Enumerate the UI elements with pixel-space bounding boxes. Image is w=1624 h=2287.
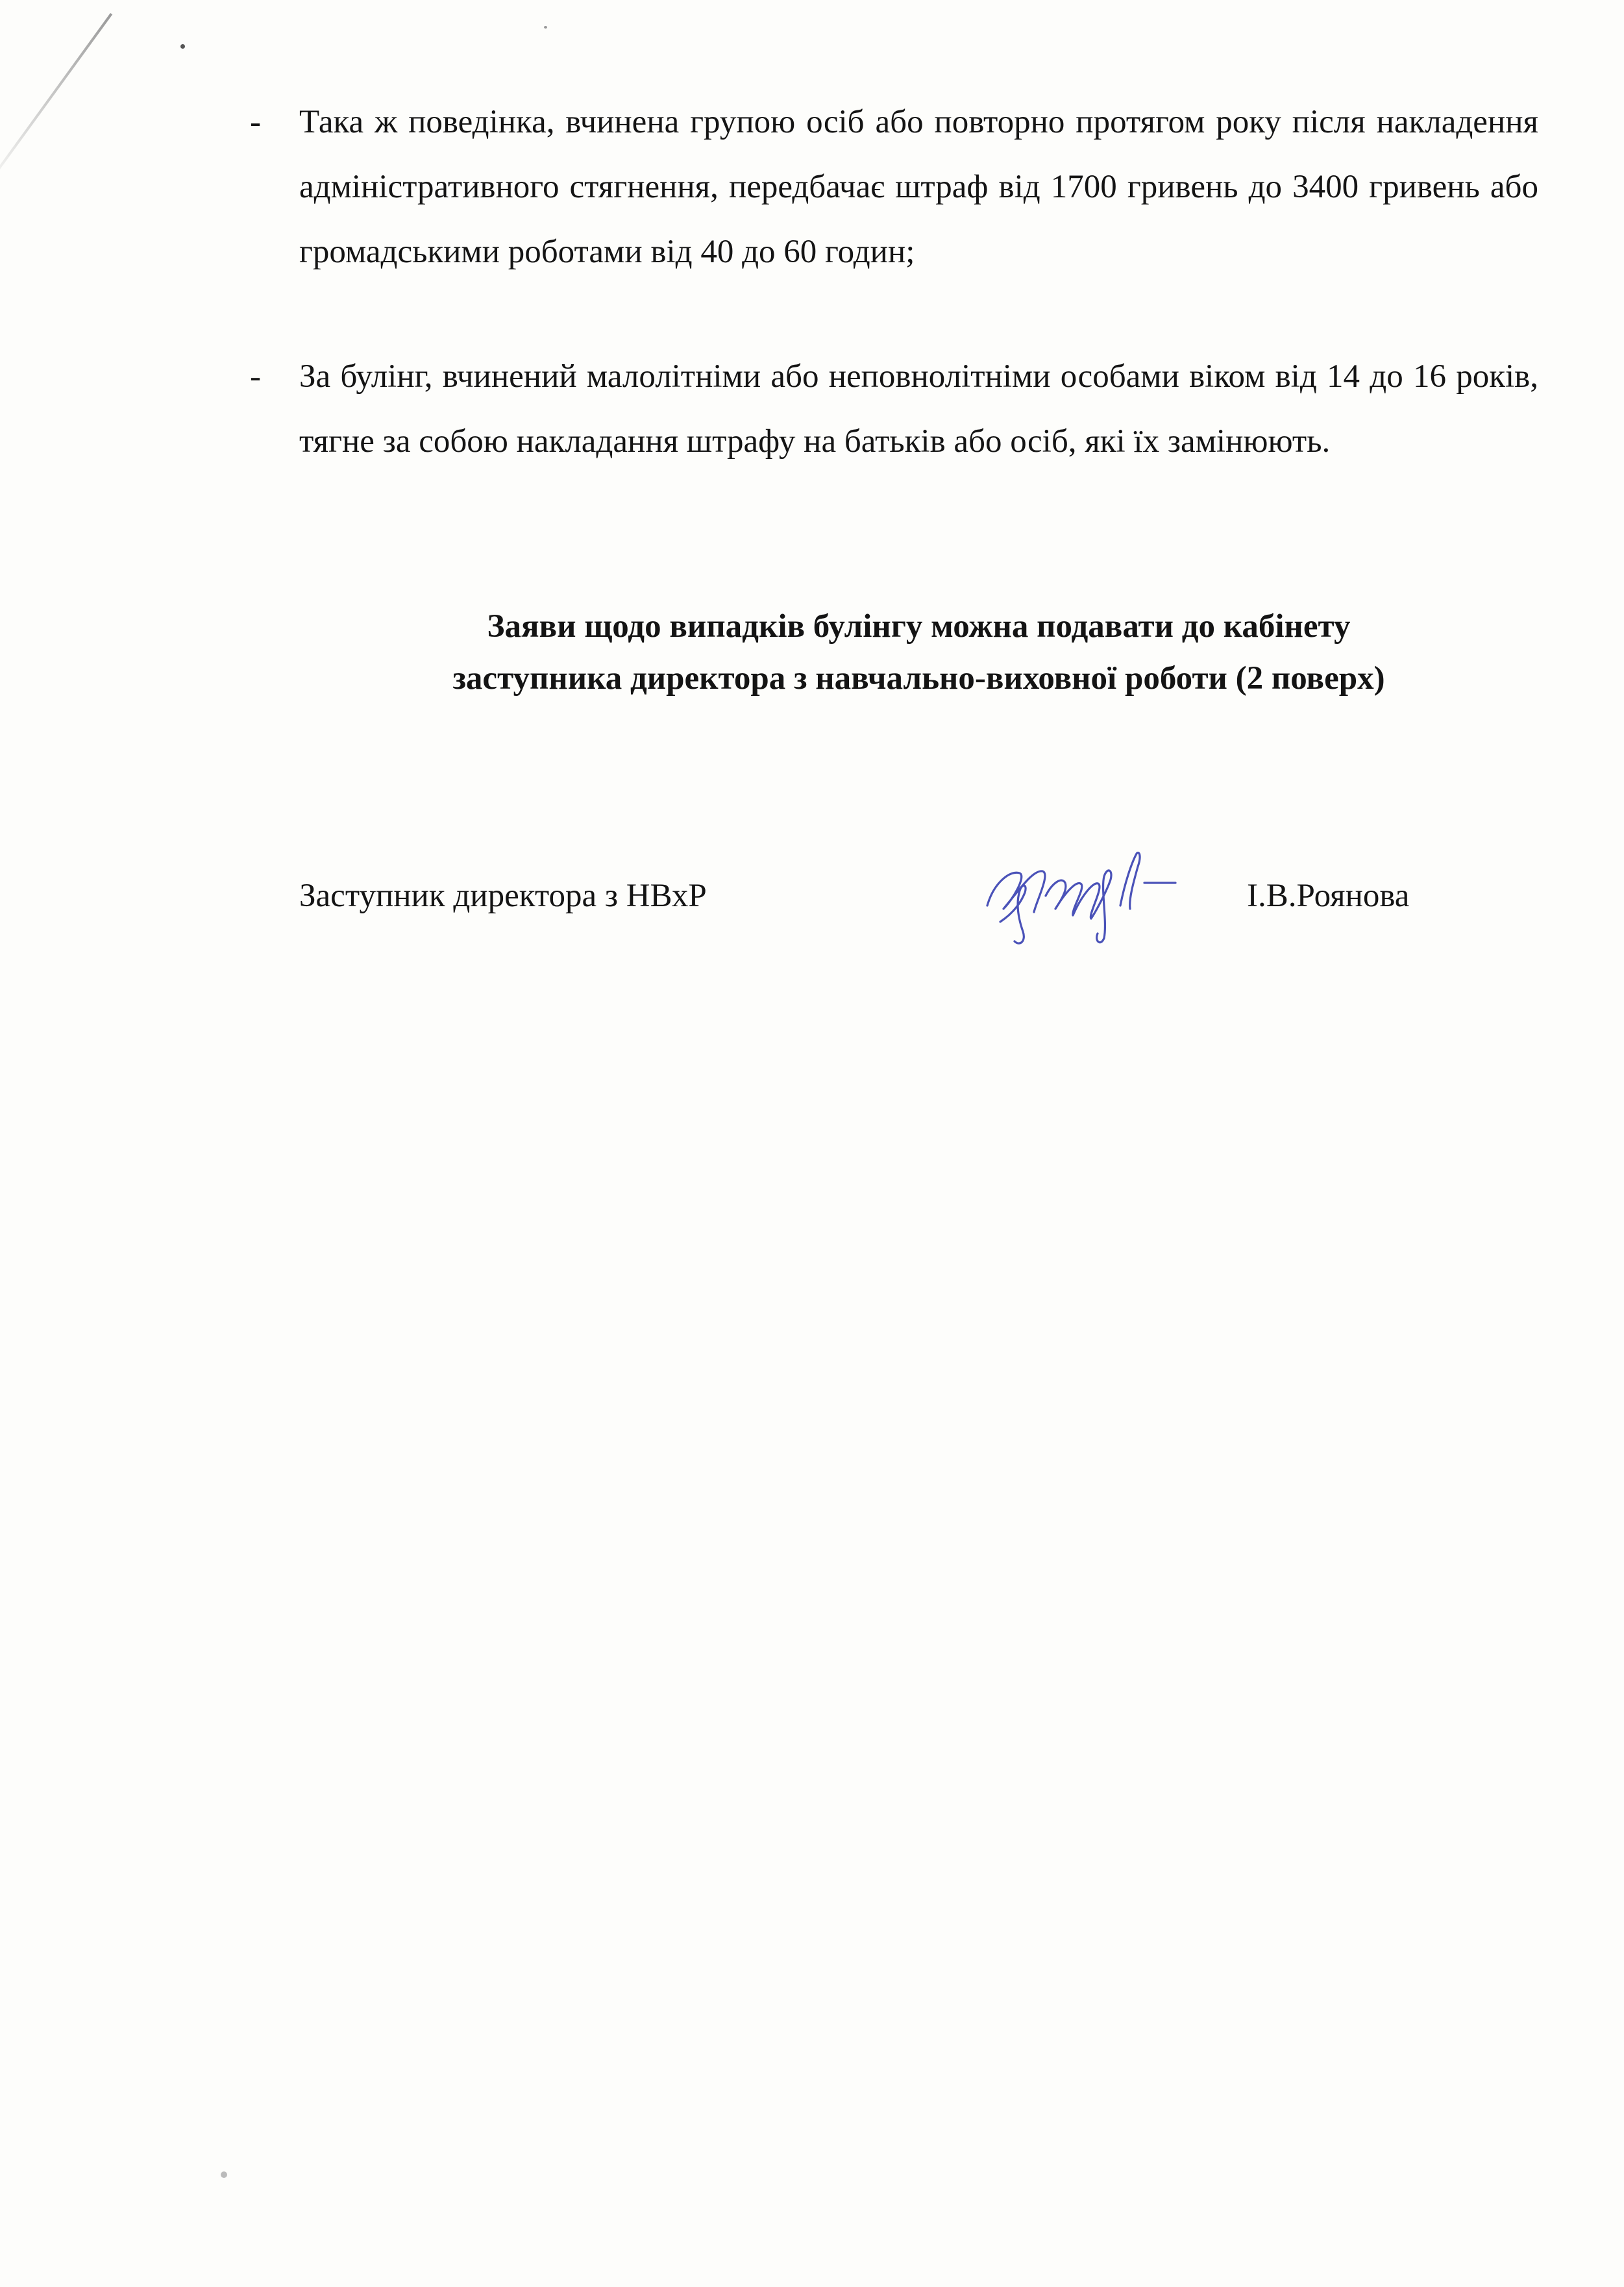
notice-line-1: Заяви щодо випадків булінгу можна подавати до кабінету [487, 608, 1351, 645]
bullet-marker: - [250, 358, 261, 395]
penalty-list [250, 90, 1538, 474]
signer-position: Заступник директора з НВхР [299, 878, 707, 914]
list-item [250, 344, 1538, 474]
scan-edge-mark [0, 13, 112, 193]
bullet-marker: - [250, 104, 261, 140]
list-item [250, 90, 1538, 284]
scan-speck [221, 2171, 227, 2178]
scan-speck [180, 44, 185, 49]
bullet-text: Така ж поведінка, вчинена групою осіб або повторно протягом року після накладення адміністративного стягнення, передбачає штраф від 1700 гривень до 3400 гривень або громадськими роботами від 40 до 60 годин; [299, 104, 1538, 270]
notice-line-2: заступника директора з навчально-виховної роботи (2 поверх) [452, 660, 1385, 697]
bullying-report-notice [250, 600, 1538, 704]
scan-speck [544, 26, 547, 29]
handwritten-signature [974, 844, 1188, 948]
signer-name: І.В.Роянова [1247, 878, 1410, 914]
bullet-text: За булінг, вчинений малолітніми або неповнолітніми особами віком від 14 до 16 років, тягне за собою накладання штрафу на батьків або осіб, які їх замінюють. [299, 358, 1538, 460]
signature-block [299, 876, 1442, 967]
